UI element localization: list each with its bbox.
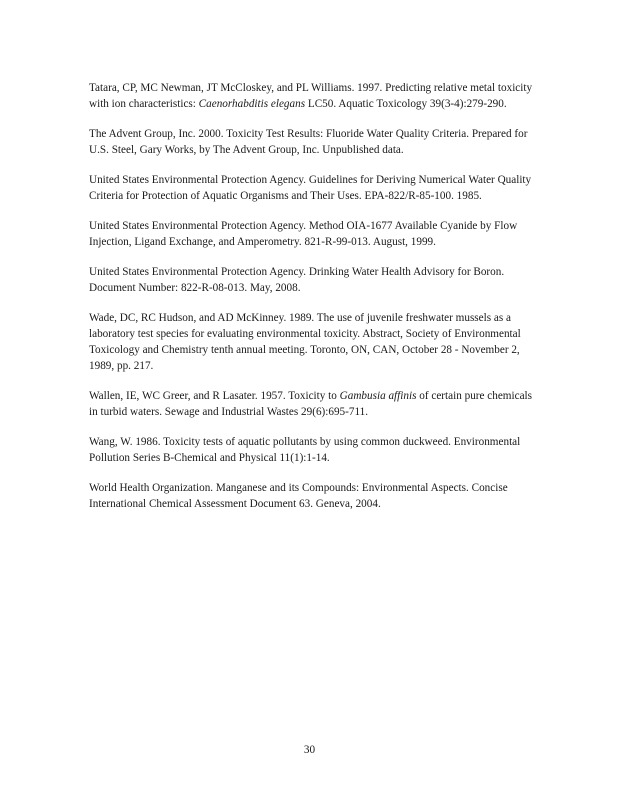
reference-italic-text: Gambusia affinis xyxy=(339,390,417,402)
reference-entry xyxy=(89,388,534,420)
reference-text: Wade, DC, RC Hudson, and AD McKinney. 1989. The use of juvenile freshwater mussels as a laboratory test species for evaluating environmental toxicity. Abstract, Society of Environmental Toxicology and Chemistry tenth annual meeting. Toronto, ON, CAN, October 28 - November 2, 1989, pp. 217. xyxy=(89,312,521,372)
reference-text: United States Environmental Protection Agency. Guidelines for Deriving Numerical Water Quality Criteria for Protection of Aquatic Organisms and Their Uses. EPA-822/R-85-100. 1985. xyxy=(89,174,532,202)
reference-entry xyxy=(89,310,534,374)
reference-text: of certain pure chemicals in turbid waters. Sewage and Industrial Wastes 29(6):695-711. xyxy=(89,390,532,418)
reference-list xyxy=(89,80,534,526)
reference-text: World Health Organization. Manganese and its Compounds: Environmental Aspects. Concise International Chemical Assessment Document 63. Geneva, 2004. xyxy=(89,482,508,510)
reference-entry xyxy=(89,264,534,296)
reference-text: The Advent Group, Inc. 2000. Toxicity Test Results: Fluoride Water Quality Criteria. Prepared for U.S. Steel, Gary Works, by The Advent Group, Inc. Unpublished data. xyxy=(89,128,528,156)
reference-entry xyxy=(89,172,534,204)
page-number: 30 xyxy=(303,744,316,756)
reference-entry xyxy=(89,480,534,512)
reference-text: Tatara, CP, MC Newman, JT McCloskey, and PL Williams. 1997. Predicting relative metal toxicity with ion characteristics: xyxy=(89,82,533,110)
reference-entry xyxy=(89,434,534,466)
reference-entry xyxy=(89,218,534,250)
reference-text: Wang, W. 1986. Toxicity tests of aquatic pollutants by using common duckweed. Environmental Pollution Series B-Chemical and Physical 11(1):1-14. xyxy=(89,436,521,464)
reference-entry xyxy=(89,80,534,112)
reference-text: LC50. Aquatic Toxicology 39(3-4):279-290. xyxy=(305,98,507,110)
reference-text: United States Environmental Protection Agency. Drinking Water Health Advisory for Boron. Document Number: 822-R-08-013. May, 2008. xyxy=(89,266,505,294)
reference-italic-text: Caenorhabditis elegans xyxy=(198,98,306,110)
reference-text: Wallen, IE, WC Greer, and R Lasater. 1957. Toxicity to xyxy=(89,390,340,402)
reference-text: United States Environmental Protection Agency. Method OIA-1677 Available Cyanide by Flow Injection, Ligand Exchange, and Amperometry. 821-R-99-013. August, 1999. xyxy=(89,220,518,248)
reference-entry xyxy=(89,126,534,158)
